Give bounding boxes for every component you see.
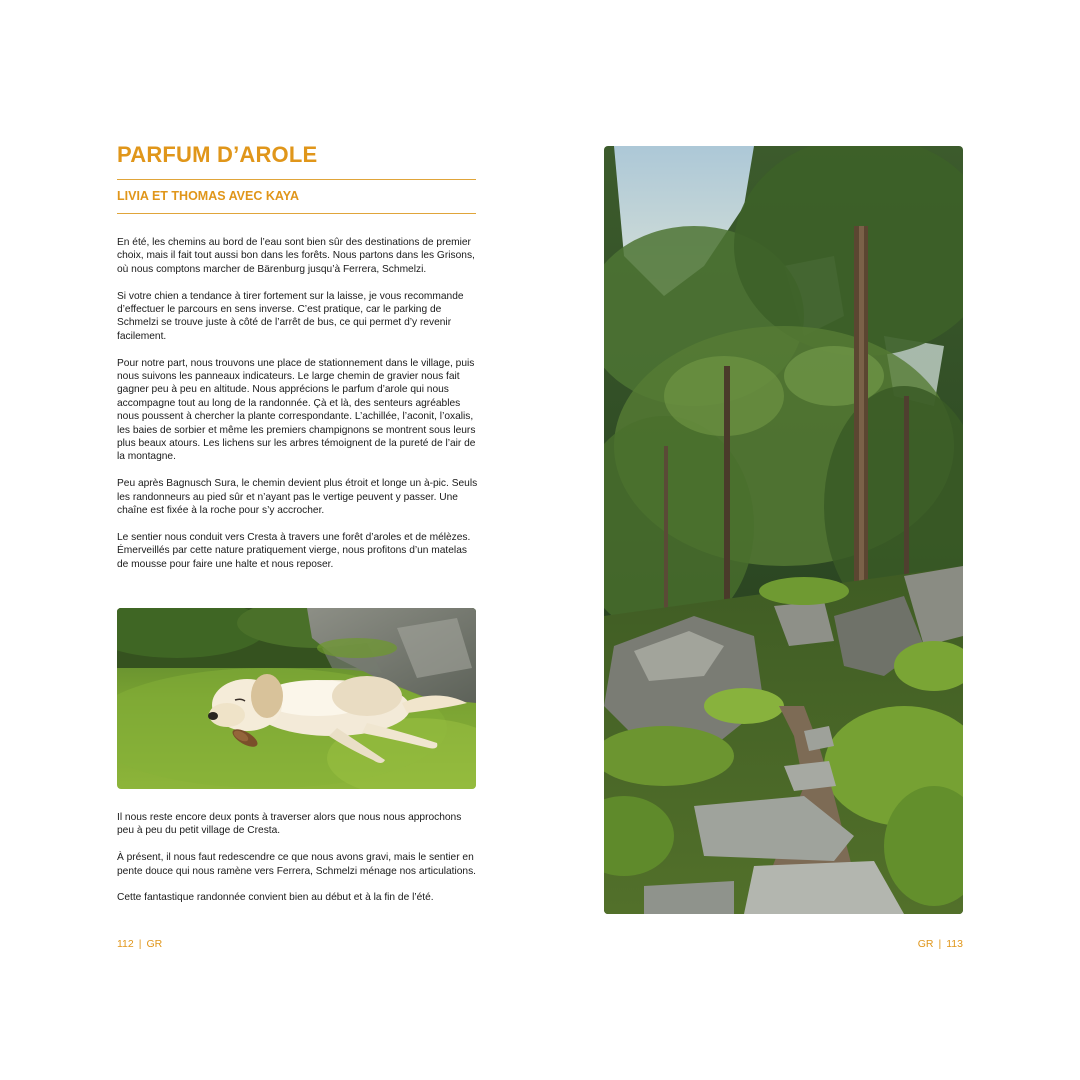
page-number: 113	[946, 938, 963, 950]
paragraph: Si votre chien a tendance à tirer fortement sur la laisse, je vous recommande d’effectuer le parcours en sens inverse. C’est pratique, car le parking de Schmelzi se trouve juste à côté de l’arrêt de bus, ce qui permet d’y revenir facilement.	[117, 290, 464, 342]
folio-separator: |	[138, 938, 142, 950]
section-code: GR	[146, 938, 163, 950]
section-code: GR	[917, 938, 934, 950]
paragraph: Cette fantastique randonnée convient bien au début et à la fin de l’été.	[117, 892, 434, 904]
article-byline: LIVIA ET THOMAS AVEC KAYA	[117, 189, 299, 203]
page-number: 112	[117, 938, 134, 950]
folio-separator: |	[938, 938, 942, 950]
paragraph: À présent, il nous faut redescendre ce que nous avons gravi, mais le sentier en pente douce qui nous ramène vers Ferrera, Schmelzi ménage nos articulations.	[117, 852, 477, 877]
right-folio	[918, 938, 963, 950]
article-title: PARFUM D’AROLE	[117, 142, 318, 167]
title-divider	[117, 179, 476, 180]
forest-trail-photo	[604, 146, 963, 914]
left-folio	[117, 938, 162, 950]
paragraph: En été, les chemins au bord de l’eau sont bien sûr des destinations de premier choix, mais il fait tout aussi bon dans les forêts. Nous partons dans les Grisons, où nous comptons marcher de Bärenburg jusqu’à Ferrera, Schmelzi.	[117, 237, 475, 275]
paragraph: Peu après Bagnusch Sura, le chemin devient plus étroit et longe un à-pic. Seuls les randonneurs au pied sûr et n’ayant pas le vertige peuvent y passer. Une chaîne est fixée à la roche pour s’y accrocher.	[117, 478, 478, 517]
paragraph: Le sentier nous conduit vers Cresta à travers une forêt d’aroles et de mélèzes. Émerveillés par cette nature pratiquement vierge, nous profitons d’un matelas de mousse pour faire une halte et nous reposer.	[117, 531, 471, 570]
body-text-bottom	[117, 811, 479, 905]
body-text-top	[117, 236, 479, 571]
byline-divider	[117, 213, 476, 214]
dog-resting-photo	[117, 608, 476, 789]
paragraph: Pour notre part, nous trouvons une place de stationnement dans le village, puis nous suivons les panneaux indicateurs. Le large chemin de gravier nous fait gagner peu à peu en altitude. Nous apprécions le parfum d’arole qui nous accompagne tout au long de la randonnée. Çà et là, des senteurs agréables nous poussent à chercher la plante correspondante. L’achillée, l’aconit, l’oxalis, les baies de sorbier et même les premiers champignons se montrent sous leurs plus beaux atours. Les lichens sur les arbres témoignent de la pureté de l’air de la montagne.	[117, 357, 476, 463]
paragraph: Il nous reste encore deux ponts à traverser alors que nous nous approchons peu à peu du petit village de Cresta.	[117, 812, 462, 837]
